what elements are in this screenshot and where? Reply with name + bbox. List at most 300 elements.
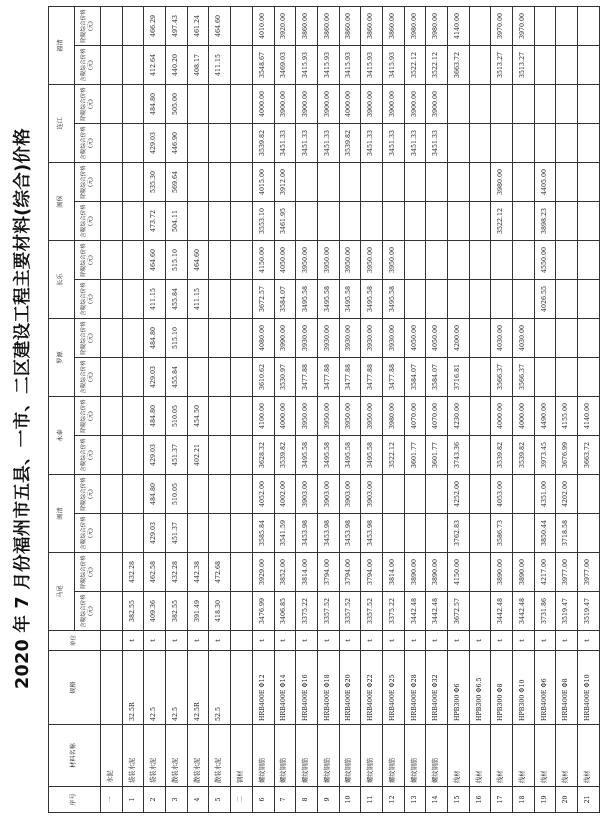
row-unit: t: [361, 631, 383, 651]
price-cell: 4000.00: [339, 85, 361, 124]
price-cell: 411.15: [209, 46, 231, 85]
row-spec: 42.5: [144, 651, 166, 725]
row-material-name: 散装水泥: [166, 725, 188, 787]
price-cell: 3442.48: [513, 592, 535, 631]
price-cell: [101, 85, 123, 124]
row-unit: t: [317, 631, 339, 651]
price-cell: 3898.23: [534, 202, 556, 241]
row-material-name: 线材: [556, 725, 578, 787]
header-city: 福清: [49, 7, 75, 85]
price-cell: 3495.58: [361, 280, 383, 319]
price-cell: 497.43: [166, 7, 188, 46]
price-cell: [101, 475, 123, 514]
header-price-tax-excl: 除税综合价格(元): [75, 241, 101, 280]
price-cell: [556, 280, 578, 319]
price-cell: [534, 7, 556, 46]
price-cell: 382.55: [122, 592, 144, 631]
price-cell: [101, 124, 123, 163]
price-cell: 3731.86: [534, 592, 556, 631]
table-row: [144, 7, 166, 813]
price-cell: [469, 514, 491, 553]
price-cell: [209, 358, 231, 397]
row-seq: 15: [448, 787, 470, 813]
price-cell: [361, 202, 383, 241]
price-cell: 4200.00: [448, 319, 470, 358]
price-cell: 3610.62: [252, 358, 274, 397]
price-cell: 484.80: [144, 397, 166, 436]
price-cell: [296, 202, 318, 241]
price-cell: 4140.00: [578, 397, 600, 436]
price-cell: [534, 124, 556, 163]
price-cell: 4070.00: [404, 397, 426, 436]
price-cell: 3415.93: [296, 46, 318, 85]
price-cell: [513, 241, 535, 280]
price-cell: [448, 85, 470, 124]
price-cell: 3930.00: [361, 319, 383, 358]
price-cell: 3513.27: [491, 46, 513, 85]
price-cell: 4053.00: [491, 475, 513, 514]
price-cell: [209, 436, 231, 475]
row-material-name: 袋装水泥: [122, 725, 144, 787]
price-cell: [101, 202, 123, 241]
price-cell: 3477.88: [382, 358, 404, 397]
price-cell: 473.72: [144, 202, 166, 241]
price-cell: 3451.33: [317, 124, 339, 163]
page-title: 2020 年 7 月份福州市五县、一市、二区建设工程主要材料(综合)价格: [12, 127, 33, 689]
price-cell: 3977.00: [556, 553, 578, 592]
row-unit: t: [187, 631, 209, 651]
header-price-tax-excl: 除税综合价格(元): [75, 475, 101, 514]
row-spec: HRB400E Φ14: [274, 651, 296, 725]
price-cell: [469, 280, 491, 319]
price-cell: 515.10: [166, 241, 188, 280]
price-cell: 3548.67: [252, 46, 274, 85]
price-cell: 3900.00: [426, 85, 448, 124]
row-spec: HRB400E Φ12: [252, 651, 274, 725]
header-price-tax-incl: 含税综合价格(元): [75, 514, 101, 553]
price-cell: [187, 514, 209, 553]
price-cell: [101, 319, 123, 358]
row-spec: HRB400E Φ8: [556, 651, 578, 725]
price-cell: [448, 241, 470, 280]
price-cell: [469, 553, 491, 592]
row-seq: 21: [578, 787, 600, 813]
row-unit: t: [578, 631, 600, 651]
row-material-name: 线材: [578, 725, 600, 787]
price-cell: 4100.00: [252, 397, 274, 436]
price-cell: [209, 319, 231, 358]
price-cell: 3415.93: [317, 46, 339, 85]
price-cell: 451.37: [166, 514, 188, 553]
row-spec: 52.5: [209, 651, 231, 725]
price-cell: 3920.00: [274, 7, 296, 46]
price-cell: 4150.00: [448, 553, 470, 592]
price-cell: 3929.00: [252, 553, 274, 592]
price-cell: 3357.52: [361, 592, 383, 631]
price-cell: 3522.12: [382, 436, 404, 475]
rotated-table-container: [48, 7, 591, 813]
price-cell: 429.03: [144, 358, 166, 397]
price-cell: [101, 358, 123, 397]
price-cell: [404, 202, 426, 241]
price-cell: [209, 241, 231, 280]
price-cell: [534, 358, 556, 397]
price-cell: 4000.00: [274, 397, 296, 436]
price-cell: [578, 475, 600, 514]
price-cell: 4150.00: [252, 241, 274, 280]
price-cell: 3495.58: [296, 280, 318, 319]
price-cell: [578, 514, 600, 553]
price-cell: [231, 124, 253, 163]
price-cell: [469, 7, 491, 46]
table-row: [296, 7, 318, 813]
price-cell: 411.15: [187, 280, 209, 319]
header-city: 连江: [49, 85, 75, 163]
price-cell: [578, 280, 600, 319]
price-cell: 484.80: [144, 319, 166, 358]
row-spec: HRB400E Φ25: [382, 651, 404, 725]
row-seq: 8: [296, 787, 318, 813]
price-cell: 3850.44: [534, 514, 556, 553]
price-cell: [556, 7, 578, 46]
price-cell: 3950.00: [296, 241, 318, 280]
price-cell: [231, 436, 253, 475]
table-row: [317, 7, 339, 813]
price-cell: 4252.00: [448, 475, 470, 514]
price-cell: [469, 358, 491, 397]
row-seq: 13: [404, 787, 426, 813]
price-cell: 391.49: [187, 592, 209, 631]
price-cell: [101, 397, 123, 436]
price-cell: [404, 163, 426, 202]
price-cell: [491, 85, 513, 124]
price-cell: [231, 592, 253, 631]
price-cell: 3930.00: [296, 319, 318, 358]
price-cell: 3453.98: [317, 514, 339, 553]
row-unit: t: [513, 631, 535, 651]
price-cell: [556, 46, 578, 85]
price-cell: 4550.00: [534, 241, 556, 280]
price-cell: 3672.57: [252, 280, 274, 319]
price-cell: [513, 124, 535, 163]
price-cell: [187, 124, 209, 163]
price-cell: [122, 280, 144, 319]
price-cell: 4030.00: [491, 319, 513, 358]
price-cell: [578, 163, 600, 202]
table-body: [101, 7, 600, 813]
price-cell: 3519.47: [556, 592, 578, 631]
price-cell: 3451.33: [382, 124, 404, 163]
table-row: [274, 7, 296, 813]
row-seq: 20: [556, 787, 578, 813]
price-cell: [187, 202, 209, 241]
price-cell: 4230.00: [448, 397, 470, 436]
row-unit: t: [448, 631, 470, 651]
price-cell: [231, 319, 253, 358]
table-row: [382, 7, 404, 813]
header-price-tax-incl: 含税综合价格(元): [75, 46, 101, 85]
price-cell: [231, 397, 253, 436]
price-cell: [101, 280, 123, 319]
row-spec: HRB400E Φ32: [426, 651, 448, 725]
price-cell: 3663.72: [448, 46, 470, 85]
price-cell: [469, 46, 491, 85]
price-cell: 3566.37: [491, 358, 513, 397]
price-cell: 3375.22: [296, 592, 318, 631]
header-price-tax-excl: 除税综合价格(元): [75, 319, 101, 358]
price-cell: 3860.00: [339, 7, 361, 46]
price-cell: 3890.00: [404, 553, 426, 592]
price-cell: 3584.07: [404, 358, 426, 397]
row-unit: t: [382, 631, 404, 651]
price-cell: 3453.98: [361, 514, 383, 553]
header-price-tax-excl: 除税综合价格(元): [75, 7, 101, 46]
price-cell: [513, 85, 535, 124]
price-cell: 455.84: [166, 358, 188, 397]
price-cell: [578, 7, 600, 46]
price-cell: [122, 514, 144, 553]
price-cell: 3522.12: [426, 46, 448, 85]
price-cell: [534, 46, 556, 85]
price-cell: [578, 241, 600, 280]
price-cell: 4202.00: [556, 475, 578, 514]
row-unit: t: [274, 631, 296, 651]
price-cell: [187, 85, 209, 124]
price-cell: [448, 163, 470, 202]
price-cell: [209, 163, 231, 202]
price-cell: 3415.93: [361, 46, 383, 85]
row-unit: t: [144, 631, 166, 651]
row-unit: t: [122, 631, 144, 651]
row-material-name: 线材: [448, 725, 470, 787]
price-cell: [556, 202, 578, 241]
row-spec: HRB400E Φ10: [578, 651, 600, 725]
header-price-tax-excl: 除税综合价格(元): [75, 163, 101, 202]
table-row: [252, 7, 274, 813]
price-cell: 3451.33: [426, 124, 448, 163]
table-row: [122, 7, 144, 813]
price-cell: [231, 553, 253, 592]
row-seq: 10: [339, 787, 361, 813]
header-price-tax-incl: 含税综合价格(元): [75, 592, 101, 631]
price-cell: [187, 319, 209, 358]
price-cell: [491, 241, 513, 280]
price-cell: 3601.77: [426, 436, 448, 475]
price-cell: [426, 514, 448, 553]
price-cell: 3716.81: [448, 358, 470, 397]
price-cell: 4140.00: [448, 7, 470, 46]
price-cell: [578, 124, 600, 163]
price-cell: [469, 163, 491, 202]
row-material-name: 螺纹钢筋: [404, 725, 426, 787]
price-cell: 3539.82: [274, 436, 296, 475]
price-cell: 3461.95: [274, 202, 296, 241]
price-cell: [556, 163, 578, 202]
price-cell: 3912.00: [274, 163, 296, 202]
price-cell: 3477.88: [317, 358, 339, 397]
row-material-name: 散装水泥: [209, 725, 231, 787]
row-spec: [231, 651, 253, 725]
price-cell: 402.21: [187, 436, 209, 475]
price-cell: [187, 358, 209, 397]
price-cell: 4050.00: [404, 319, 426, 358]
price-cell: 3970.00: [513, 7, 535, 46]
price-cell: 440.20: [166, 46, 188, 85]
price-cell: [209, 280, 231, 319]
price-cell: 3973.45: [534, 436, 556, 475]
row-seq: 17: [491, 787, 513, 813]
table-row: [556, 7, 578, 813]
table-header: [49, 7, 101, 813]
price-cell: 3980.00: [491, 163, 513, 202]
price-cell: 3495.58: [361, 436, 383, 475]
price-cell: [317, 202, 339, 241]
row-unit: [231, 631, 253, 651]
price-cell: [404, 280, 426, 319]
price-cell: 4010.00: [252, 7, 274, 46]
price-cell: [339, 202, 361, 241]
price-cell: 3860.00: [296, 7, 318, 46]
header-price-tax-excl: 除税综合价格(元): [75, 553, 101, 592]
price-cell: 3852.00: [274, 553, 296, 592]
header-city: 闽侯: [49, 163, 75, 241]
price-cell: [122, 241, 144, 280]
price-cell: [426, 241, 448, 280]
price-cell: [469, 475, 491, 514]
row-material-name: 水泥: [101, 725, 123, 787]
price-cell: 3495.58: [296, 436, 318, 475]
price-cell: [231, 7, 253, 46]
header-price-tax-excl: 除税综合价格(元): [75, 85, 101, 124]
price-cell: 4490.00: [534, 397, 556, 436]
price-cell: [187, 475, 209, 514]
price-cell: [426, 202, 448, 241]
price-cell: [231, 163, 253, 202]
price-cell: 3950.00: [361, 397, 383, 436]
price-cell: [578, 46, 600, 85]
price-cell: 4351.00: [534, 475, 556, 514]
price-cell: 3900.00: [317, 85, 339, 124]
row-seq: 5: [209, 787, 231, 813]
price-cell: 3584.07: [274, 280, 296, 319]
price-cell: [382, 475, 404, 514]
price-cell: [101, 7, 123, 46]
price-cell: 3950.00: [339, 397, 361, 436]
price-cell: 3477.88: [361, 358, 383, 397]
price-cell: 3442.48: [426, 592, 448, 631]
price-cell: 3980.00: [426, 7, 448, 46]
price-cell: 466.29: [144, 7, 166, 46]
row-unit: t: [209, 631, 231, 651]
price-cell: [513, 163, 535, 202]
price-cell: 3406.85: [274, 592, 296, 631]
table-row: [231, 7, 253, 813]
price-cell: 3453.98: [296, 514, 318, 553]
price-cell: 3860.00: [361, 7, 383, 46]
price-cell: 510.05: [166, 397, 188, 436]
price-cell: 3451.33: [361, 124, 383, 163]
price-cell: 3900.00: [382, 85, 404, 124]
price-cell: 3522.12: [404, 46, 426, 85]
price-cell: 3628.32: [252, 436, 274, 475]
price-cell: 3451.33: [296, 124, 318, 163]
price-cell: 3495.58: [339, 280, 361, 319]
price-cell: 3930.00: [382, 319, 404, 358]
price-cell: [513, 202, 535, 241]
row-material-name: 螺纹钢筋: [339, 725, 361, 787]
price-cell: 3890.00: [513, 553, 535, 592]
price-cell: 505.00: [166, 85, 188, 124]
price-cell: [382, 202, 404, 241]
row-unit: t: [426, 631, 448, 651]
price-cell: 455.84: [166, 280, 188, 319]
price-cell: 484.80: [144, 475, 166, 514]
row-seq: 16: [469, 787, 491, 813]
price-cell: [231, 241, 253, 280]
price-cell: [404, 514, 426, 553]
price-cell: [209, 85, 231, 124]
row-unit: t: [339, 631, 361, 651]
header-price-tax-incl: 含税综合价格(元): [75, 358, 101, 397]
header-price-tax-incl: 含税综合价格(元): [75, 202, 101, 241]
row-unit: [101, 631, 123, 651]
row-seq: 12: [382, 787, 404, 813]
price-cell: [578, 358, 600, 397]
row-spec: HRB400E Φ28: [404, 651, 426, 725]
price-cell: 461.24: [187, 7, 209, 46]
price-table: [48, 6, 600, 813]
price-cell: 3794.00: [317, 553, 339, 592]
price-cell: 510.05: [166, 475, 188, 514]
price-cell: 3930.00: [317, 319, 339, 358]
header-city: 罗源: [49, 319, 75, 397]
row-seq: 19: [534, 787, 556, 813]
header-spec: 规格: [49, 651, 101, 725]
price-cell: 3519.47: [578, 592, 600, 631]
price-cell: 454.50: [187, 397, 209, 436]
price-cell: 4050.00: [426, 319, 448, 358]
row-seq: 11: [361, 787, 383, 813]
header-price-tax-incl: 含税综合价格(元): [75, 436, 101, 475]
price-cell: 4002.00: [274, 475, 296, 514]
price-cell: 3477.88: [339, 358, 361, 397]
row-unit: t: [404, 631, 426, 651]
price-cell: [209, 202, 231, 241]
row-spec: HRB400E Φ22: [361, 651, 383, 725]
table-row: [426, 7, 448, 813]
price-cell: [209, 397, 231, 436]
row-seq: 14: [426, 787, 448, 813]
header-seq: 序号: [49, 787, 101, 813]
price-cell: 3672.57: [448, 592, 470, 631]
row-seq: 9: [317, 787, 339, 813]
table-row: [404, 7, 426, 813]
price-cell: 4030.00: [513, 319, 535, 358]
price-cell: [231, 358, 253, 397]
price-cell: [209, 124, 231, 163]
row-unit: t: [166, 631, 188, 651]
price-cell: 3495.58: [339, 436, 361, 475]
price-cell: 4000.00: [513, 397, 535, 436]
price-cell: 4405.00: [534, 163, 556, 202]
price-cell: 4015.00: [252, 163, 274, 202]
price-cell: 3553.10: [252, 202, 274, 241]
price-cell: 3539.82: [252, 124, 274, 163]
row-spec: HRB400E Φ16: [296, 651, 318, 725]
price-cell: 418.30: [209, 592, 231, 631]
price-cell: [556, 319, 578, 358]
price-cell: [469, 397, 491, 436]
